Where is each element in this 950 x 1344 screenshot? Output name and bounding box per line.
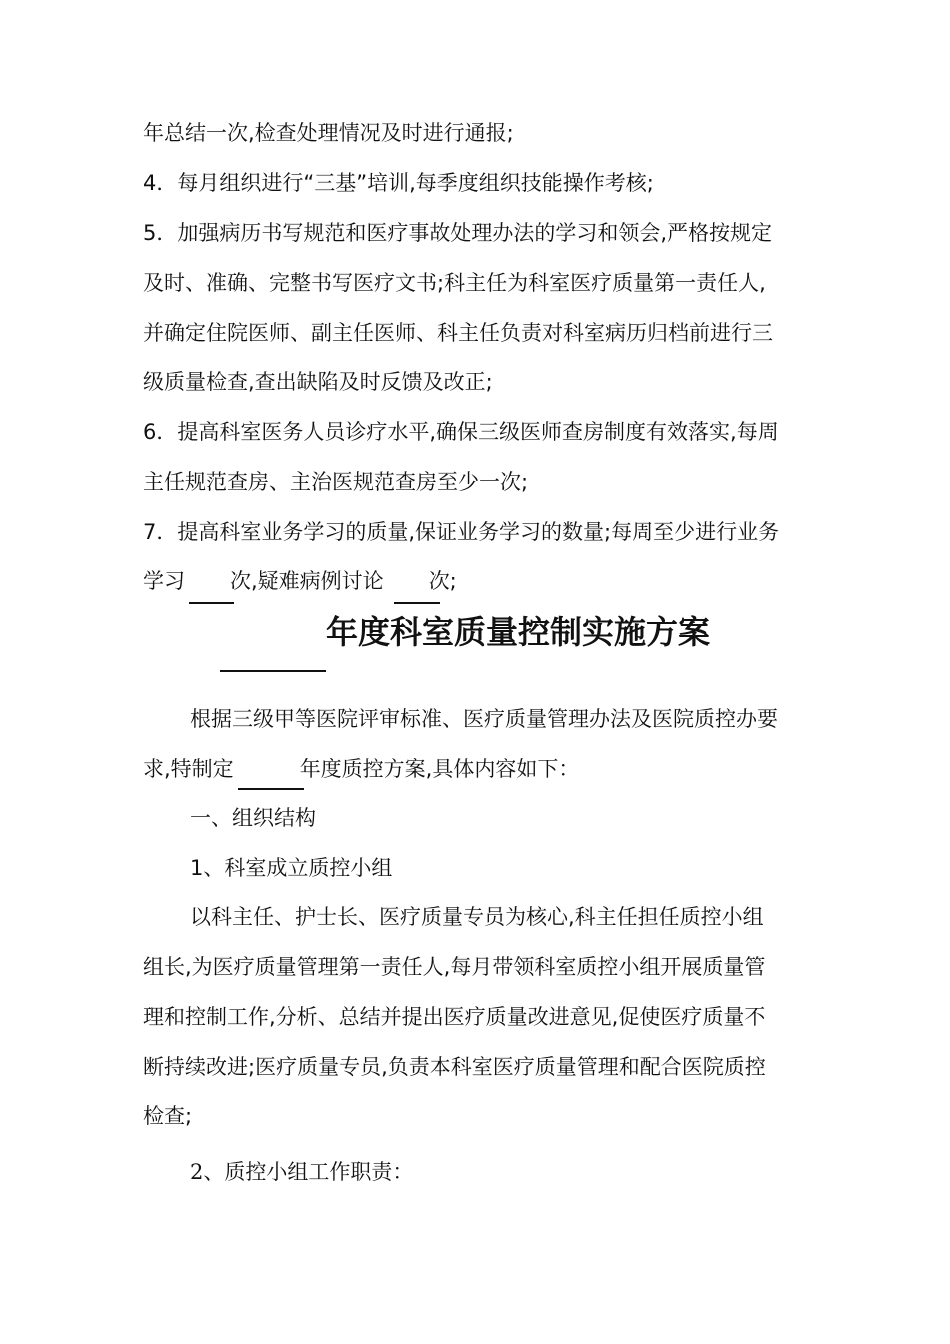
fill-in-underline <box>238 788 304 790</box>
sub-heading-text: 、质控小组工作职责： <box>203 1160 414 1184</box>
text-line: 并确定住院医师、副主任医师、科主任负责对科室病历归档前进行三 <box>143 321 773 345</box>
text-segment: 次,疑难病例讨论 <box>230 569 384 593</box>
text-line: 及时、准确、完整书写医疗文书;科主任为科室医疗质量第一责任人, <box>143 271 766 295</box>
fill-in-underline <box>394 602 440 604</box>
text-line: 根据三级甲等医院评审标准、医疗质量管理办法及医院质控办要 <box>190 707 778 731</box>
text-line: 年总结一次,检查处理情况及时进行通报; <box>143 121 514 145</box>
blank-space <box>234 774 300 776</box>
text-line: 4．每月组织进行“三基”培训,每季度组织技能操作考核; <box>143 171 654 195</box>
sub-heading-number: 2 <box>190 1160 204 1184</box>
text-segment: 次; <box>428 569 457 593</box>
text-line: 级质量检查,查出缺陷及时反馈及改正; <box>143 370 493 394</box>
text-line <box>143 566 813 596</box>
section-heading: 一、组织结构 <box>190 806 316 830</box>
text-line <box>143 754 813 784</box>
blank-space <box>384 586 429 588</box>
text-line: 理和控制工作,分析、总结并提出医疗质量改进意见,促使医疗质量不 <box>143 1005 766 1029</box>
fill-in-underline <box>220 670 326 672</box>
text-line: 6．提高科室医务人员诊疗水平,确保三级医师查房制度有效落实,每周 <box>143 420 779 444</box>
blank-space <box>185 586 230 588</box>
fill-in-underline <box>189 602 234 604</box>
document-title: 年度科室质量控制实施方案 <box>326 613 711 651</box>
text-segment: 求,特制定 <box>143 757 234 781</box>
text-segment: 年度质控方案,具体内容如下： <box>299 757 580 781</box>
text-line: 7．提高科室业务学习的质量,保证业务学习的数量;每周至少进行业务 <box>143 520 780 544</box>
text-segment: 学习 <box>143 569 185 593</box>
sub-heading: 1、科室成立质控小组 <box>190 856 393 880</box>
text-line: 主任规范查房、主治医规范查房至少一次; <box>143 470 529 494</box>
sub-heading <box>190 1157 810 1187</box>
text-line: 组长,为医疗质量管理第一责任人,每月带领科室质控小组开展质量管 <box>143 955 766 979</box>
text-line: 5．加强病历书写规范和医疗事故处理办法的学习和领会,严格按规定 <box>143 221 773 245</box>
text-line: 检查; <box>143 1104 193 1128</box>
text-line: 以科主任、护士长、医疗质量专员为核心,科主任担任质控小组 <box>190 905 764 929</box>
text-line: 断持续改进;医疗质量专员,负责本科室医疗质量管理和配合医院质控 <box>143 1055 766 1079</box>
